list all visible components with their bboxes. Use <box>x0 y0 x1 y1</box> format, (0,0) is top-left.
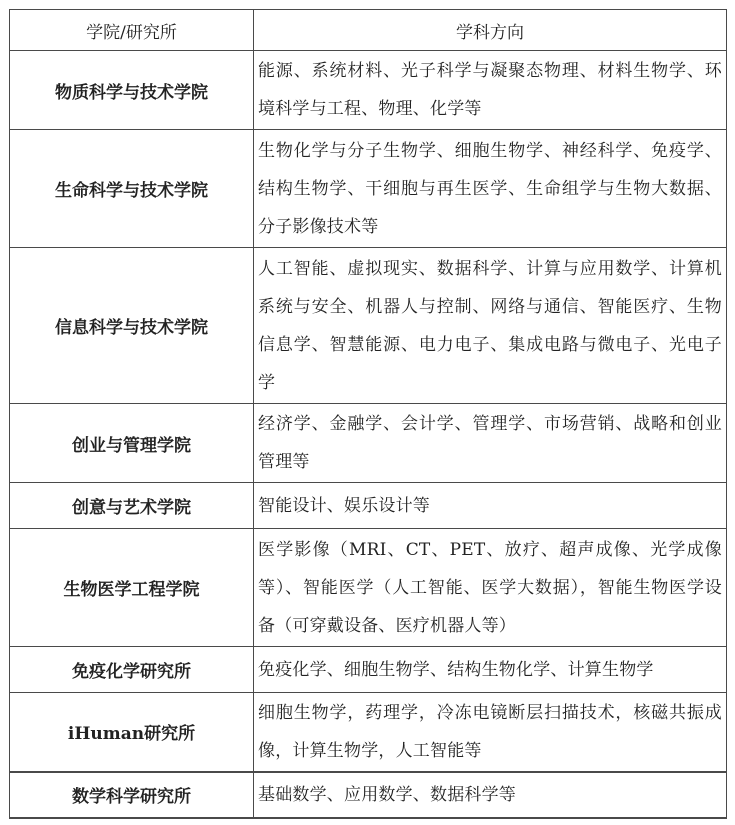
institute-name: iHuman研究所 <box>10 693 254 772</box>
institute-name: 免疫化学研究所 <box>10 647 254 693</box>
subject-list: 生物化学与分子生物学、细胞生物学、神经科学、免疫学、结构生物学、干细胞与再生医学、生命组学与生物大数据、分子影像技术等 <box>254 130 727 248</box>
table-row <box>10 248 727 404</box>
institute-subject-table <box>9 9 727 819</box>
subject-list: 人工智能、虚拟现实、数据科学、计算与应用数学、计算机系统与安全、机器人与控制、网络与通信、智能医疗、生物信息学、智慧能源、电力电子、集成电路与微电子、光电子学 <box>254 248 727 404</box>
header-subjects: 学科方向 <box>254 10 727 51</box>
subject-list: 基础数学、应用数学、数据科学等 <box>254 772 727 818</box>
table-row <box>10 693 727 772</box>
institute-name: 生物医学工程学院 <box>10 529 254 647</box>
institute-name: 创意与艺术学院 <box>10 483 254 529</box>
institute-name: 信息科学与技术学院 <box>10 248 254 404</box>
header-row <box>10 10 727 51</box>
institute-name: 数学科学研究所 <box>10 772 254 818</box>
institute-name: 物质科学与技术学院 <box>10 51 254 130</box>
subject-list: 医学影像（MRI、CT、PET、放疗、超声成像、光学成像等）、智能医学（人工智能、医学大数据），智能生物医学设备（可穿戴设备、医疗机器人等） <box>254 529 727 647</box>
institute-name: 生命科学与技术学院 <box>10 130 254 248</box>
subject-list: 智能设计、娱乐设计等 <box>254 483 727 529</box>
table-row <box>10 130 727 248</box>
subject-list: 细胞生物学，药理学，冷冻电镜断层扫描技术，核磁共振成像，计算生物学，人工智能等 <box>254 693 727 772</box>
table-row <box>10 647 727 693</box>
table-row <box>10 529 727 647</box>
subject-list: 免疫化学、细胞生物学、结构生物化学、计算生物学 <box>254 647 727 693</box>
table-row <box>10 51 727 130</box>
institute-name: 创业与管理学院 <box>10 404 254 483</box>
subject-list: 经济学、金融学、会计学、管理学、市场营销、战略和创业管理等 <box>254 404 727 483</box>
table-row <box>10 483 727 529</box>
table-row <box>10 772 727 818</box>
header-institute: 学院/研究所 <box>10 10 254 51</box>
subject-list: 能源、系统材料、光子科学与凝聚态物理、材料生物学、环境科学与工程、物理、化学等 <box>254 51 727 130</box>
table-row <box>10 404 727 483</box>
